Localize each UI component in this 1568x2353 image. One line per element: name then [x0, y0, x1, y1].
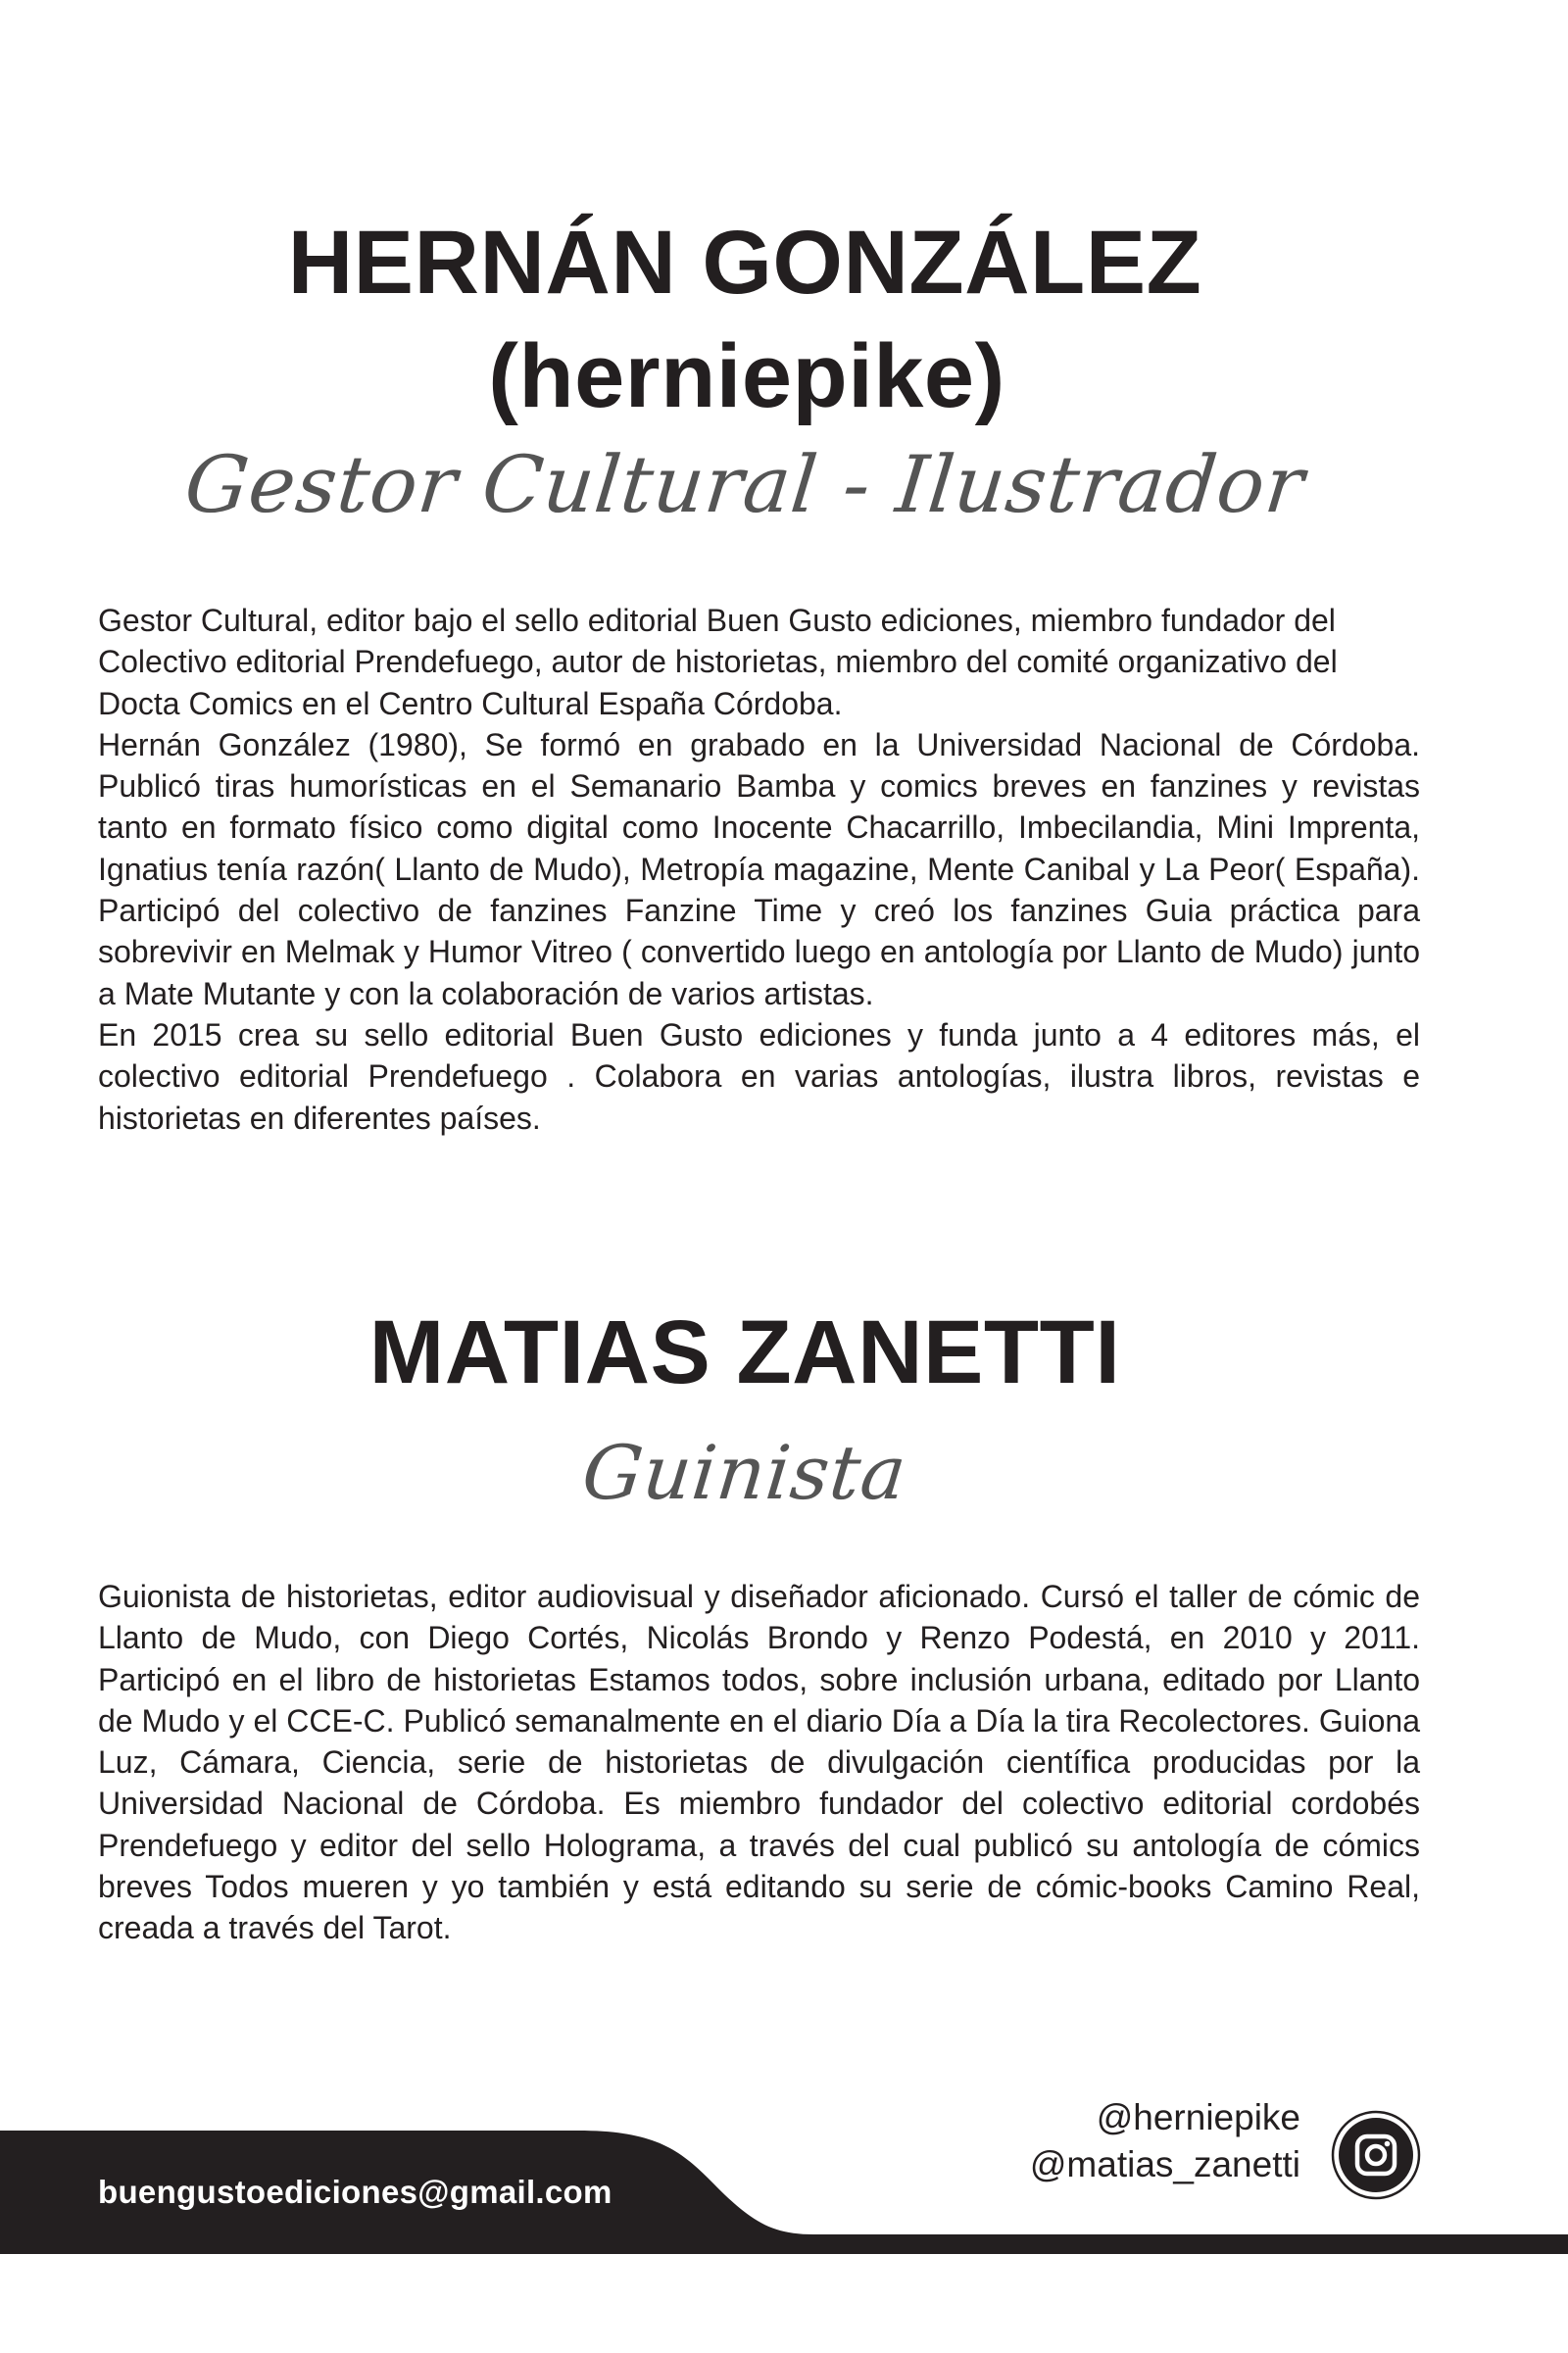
author-role-matias: Guinista — [578, 1429, 911, 1516]
author-name-hernan — [0, 206, 1568, 433]
author-bio-hernan — [98, 600, 1420, 1139]
social-handle[interactable]: @herniepike — [1096, 2097, 1300, 2137]
instagram-icon[interactable] — [1331, 2110, 1421, 2200]
social-handle[interactable]: @matias_zanetti — [1029, 2144, 1300, 2184]
author-bio-matias — [98, 1576, 1420, 1949]
author-name-line: HERNÁN GONZÁLEZ — [287, 213, 1202, 313]
author-name-matias: MATIAS ZANETTI — [368, 1302, 1121, 1402]
author-role-hernan: Gestor Cultural - Ilustrador — [180, 439, 1309, 530]
bio-paragraph: Gestor Cultural, editor bajo el sello editorial Buen Gusto ediciones, miembro fundador del Colectivo editorial Prendefuego, autor de historietas, miembro del comité organizativo del Docta Comics en el Centro Cultural España Córdoba. — [98, 603, 1338, 721]
contact-email[interactable]: buengustoediciones@gmail.com — [98, 2174, 612, 2210]
bio-paragraph: En 2015 crea su sello editorial Buen Gusto ediciones y funda junto a 4 editores más, el colectivo editorial Prendefuego . Colabora en varias antologías, ilustra libros, revistas e historietas en diferentes países. — [98, 1016, 1420, 1136]
bio-paragraph: Guionista de historietas, editor audiovisual y diseñador aficionado. Cursó el taller de cómic de Llanto de Mudo, con Diego Cortés, Nicolás Brondo y Renzo Podestá, en 2010 y 2011. Participó en el libro de historietas Estamos todos, sobre inclusión urbana, editado por Llanto de Mudo y el CCE-C. Publicó semanalmente en el diario Día a Día la tira Recolectores. Guiona Luz, Cámara, Ciencia, serie de historietas de divulgación científica producidas por la Universidad Nacional de Córdoba. Es miembro fundador del colectivo editorial cordobés Prendefuego y editor del sello Holograma, a través del cual publicó su antología de cómics breves Todos mueren y yo también y está editando su serie de cómic-books Camino Real, creada a través del Tarot. — [98, 1579, 1420, 1946]
bio-paragraph: Hernán González (1980), Se formó en grabado en la Universidad Nacional de Córdoba. Publicó tiras humorísticas en el Semanario Bamba y comics breves en fanzines y revistas tanto en formato físico como digital como Inocente Chacarrillo, Imbecilandia, Mini Imprenta, Ignatius tenía razón( Llanto de Mudo), Metropía magazine, Mente Canibal y La Peor( España). Participó del colectivo de fanzines Fanzine Time y creó los fanzines Guia práctica para sobrevivir en Melmak y Humor Vitreo ( convertido luego en antología por Llanto de Mudo) junto a Mate Mutante y con la colaboración de varios artistas. — [98, 726, 1420, 1011]
author-alias: (herniepike) — [488, 326, 1005, 426]
